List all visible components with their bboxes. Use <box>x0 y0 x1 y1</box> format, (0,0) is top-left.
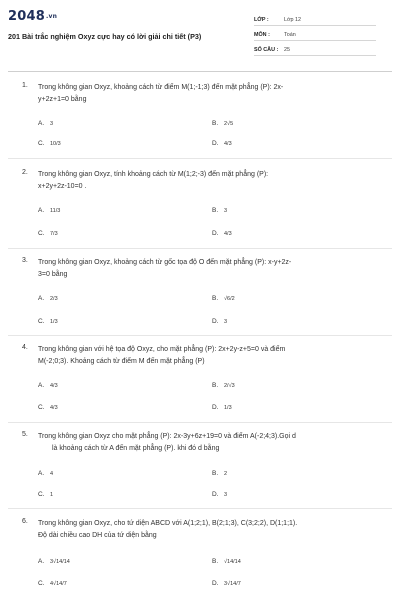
option-c[interactable] <box>38 580 67 587</box>
option-letter: D. <box>212 404 219 411</box>
question-separator <box>8 248 392 249</box>
question-separator <box>8 335 392 336</box>
question-line-1: Trong không gian Oxyz cho mặt phẳng (P): 2x-3y+6z+19=0 và điểm A(-2;4;3).Gọi d <box>38 433 296 440</box>
option-letter: C. <box>38 318 45 325</box>
meta-class-key: LỚP : <box>254 17 269 23</box>
option-letter: C. <box>38 230 45 237</box>
question-line-2: Độ dài chiều cao DH của tứ diện bằng <box>38 532 157 539</box>
option-c[interactable] <box>38 140 61 147</box>
option-a[interactable] <box>38 558 70 565</box>
meta-subject-key: MÔN : <box>254 32 270 38</box>
logo-text: 2048 <box>8 9 45 24</box>
option-value: 4/3 <box>50 405 58 411</box>
option-d[interactable] <box>212 404 232 411</box>
option-letter: B. <box>212 382 219 389</box>
option-value: 3√14/14 <box>50 559 70 565</box>
option-a[interactable] <box>38 207 60 214</box>
option-letter: D. <box>212 318 219 325</box>
option-c[interactable] <box>38 318 58 325</box>
option-value: 3√14/7 <box>224 581 241 587</box>
option-letter: A. <box>38 470 45 477</box>
option-value: 3 <box>224 319 228 325</box>
option-letter: D. <box>212 140 219 147</box>
question-number: 4. <box>22 344 28 351</box>
option-value: 1/3 <box>224 405 232 411</box>
question-number: 3. <box>22 257 28 264</box>
option-c[interactable] <box>38 491 53 498</box>
header-divider <box>8 71 392 72</box>
option-letter: C. <box>38 140 45 147</box>
option-letter: B. <box>212 295 219 302</box>
option-letter: B. <box>212 470 219 477</box>
question-line-2: 3=0 bằng <box>38 271 68 278</box>
question-text <box>38 431 378 455</box>
logo-suffix: .vn <box>45 13 58 20</box>
option-letter: C. <box>38 580 45 587</box>
option-value: 4/3 <box>50 383 58 389</box>
option-value: 2/3 <box>50 296 58 302</box>
option-c[interactable] <box>38 404 58 411</box>
site-logo[interactable] <box>8 9 57 24</box>
question-line-1: Trong không gian với hệ tọa độ Oxyz, cho mặt phẳng (P): 2x+2y-z+5=0 và điểm <box>38 346 286 353</box>
meta-count-key: SỐ CÂU : <box>254 47 279 53</box>
option-value: 10/3 <box>50 141 61 147</box>
option-letter: A. <box>38 295 45 302</box>
option-c[interactable] <box>38 230 58 237</box>
option-value: 2 <box>224 471 228 477</box>
meta-class <box>254 14 376 26</box>
meta-count <box>254 44 376 56</box>
question-number: 6. <box>22 518 28 525</box>
meta-subject-value: Toán <box>284 32 296 38</box>
question-separator <box>8 508 392 509</box>
meta-subject <box>254 29 376 41</box>
question-separator <box>8 158 392 159</box>
option-value: 2/√3 <box>224 383 235 389</box>
option-b[interactable] <box>212 207 227 214</box>
option-letter: D. <box>212 580 219 587</box>
option-letter: C. <box>38 404 45 411</box>
option-a[interactable] <box>38 295 58 302</box>
document-title: 201 Bài trắc nghiệm Oxyz cực hay có lời giải chi tiết (P3) <box>8 32 202 41</box>
option-letter: A. <box>38 120 45 127</box>
page-header <box>0 0 400 68</box>
option-value: 3 <box>224 208 228 214</box>
option-value: √14/14 <box>224 559 241 565</box>
option-value: √6/2 <box>224 296 235 302</box>
option-letter: A. <box>38 382 45 389</box>
question-text <box>38 82 378 106</box>
question-line-1: Trong không gian Oxyz, khoảng cách từ gốc tọa độ O đến mặt phẳng (P): x-y+2z- <box>38 259 292 266</box>
option-value: 3 <box>224 492 228 498</box>
option-value: 4/3 <box>224 231 232 237</box>
question-number: 2. <box>22 169 28 176</box>
option-value: 3 <box>50 121 54 127</box>
option-value: 4/3 <box>224 141 232 147</box>
option-value: 7/3 <box>50 231 58 237</box>
option-value: 1/3 <box>50 319 58 325</box>
question-line-2: M(-2;0;3). Khoảng cách từ điểm M đến mặt phẳng (P) <box>38 358 205 365</box>
option-a[interactable] <box>38 120 53 127</box>
option-value: 4 <box>50 471 54 477</box>
option-value: 11/3 <box>50 208 61 214</box>
option-letter: D. <box>212 230 219 237</box>
option-b[interactable] <box>212 558 241 565</box>
option-a[interactable] <box>38 470 53 477</box>
question-line-2: x+2y+2z-10=0 . <box>38 183 87 190</box>
option-b[interactable] <box>212 470 227 477</box>
option-b[interactable] <box>212 120 233 127</box>
option-letter: A. <box>38 558 45 565</box>
option-letter: D. <box>212 491 219 498</box>
option-letter: B. <box>212 207 219 214</box>
option-d[interactable] <box>212 318 227 325</box>
question-line-1: Trong không gian Oxyz, tính khoảng cách từ M(1;2;-3) đến mặt phẳng (P): <box>38 171 269 178</box>
option-value: 2√5 <box>224 121 234 127</box>
option-letter: B. <box>212 558 219 565</box>
option-d[interactable] <box>212 230 232 237</box>
option-letter: B. <box>212 120 219 127</box>
question-line-2: y+2z+1=0 bằng <box>38 96 87 103</box>
option-b[interactable] <box>212 295 235 302</box>
option-a[interactable] <box>38 382 58 389</box>
option-value: 4√14/7 <box>50 581 67 587</box>
question-line-2: là khoảng cách từ A đến mặt phẳng (P). khi đó d bằng <box>52 445 220 452</box>
option-b[interactable] <box>212 382 235 389</box>
option-letter: C. <box>38 491 45 498</box>
question-separator <box>8 422 392 423</box>
option-d[interactable] <box>212 140 232 147</box>
option-d[interactable] <box>212 491 227 498</box>
question-text <box>38 518 378 542</box>
question-text <box>38 169 378 193</box>
meta-count-value: 25 <box>284 47 290 53</box>
question-line-1: Trong không gian Oxyz, khoảng cách từ điểm M(1;-1;3) đến mặt phẳng (P): 2x- <box>38 84 284 91</box>
question-text <box>38 344 378 368</box>
question-number: 5. <box>22 431 28 438</box>
question-number: 1. <box>22 82 28 89</box>
question-text <box>38 257 378 281</box>
option-letter: A. <box>38 207 45 214</box>
meta-class-value: Lớp 12 <box>284 17 302 23</box>
option-d[interactable] <box>212 580 241 587</box>
question-line-1: Trong không gian Oxyz, cho tứ diện ABCD với A(1;2;1), B(2;1;3), C(3;2;2), D(1;1;1). <box>38 520 298 527</box>
option-value: 1 <box>50 492 54 498</box>
